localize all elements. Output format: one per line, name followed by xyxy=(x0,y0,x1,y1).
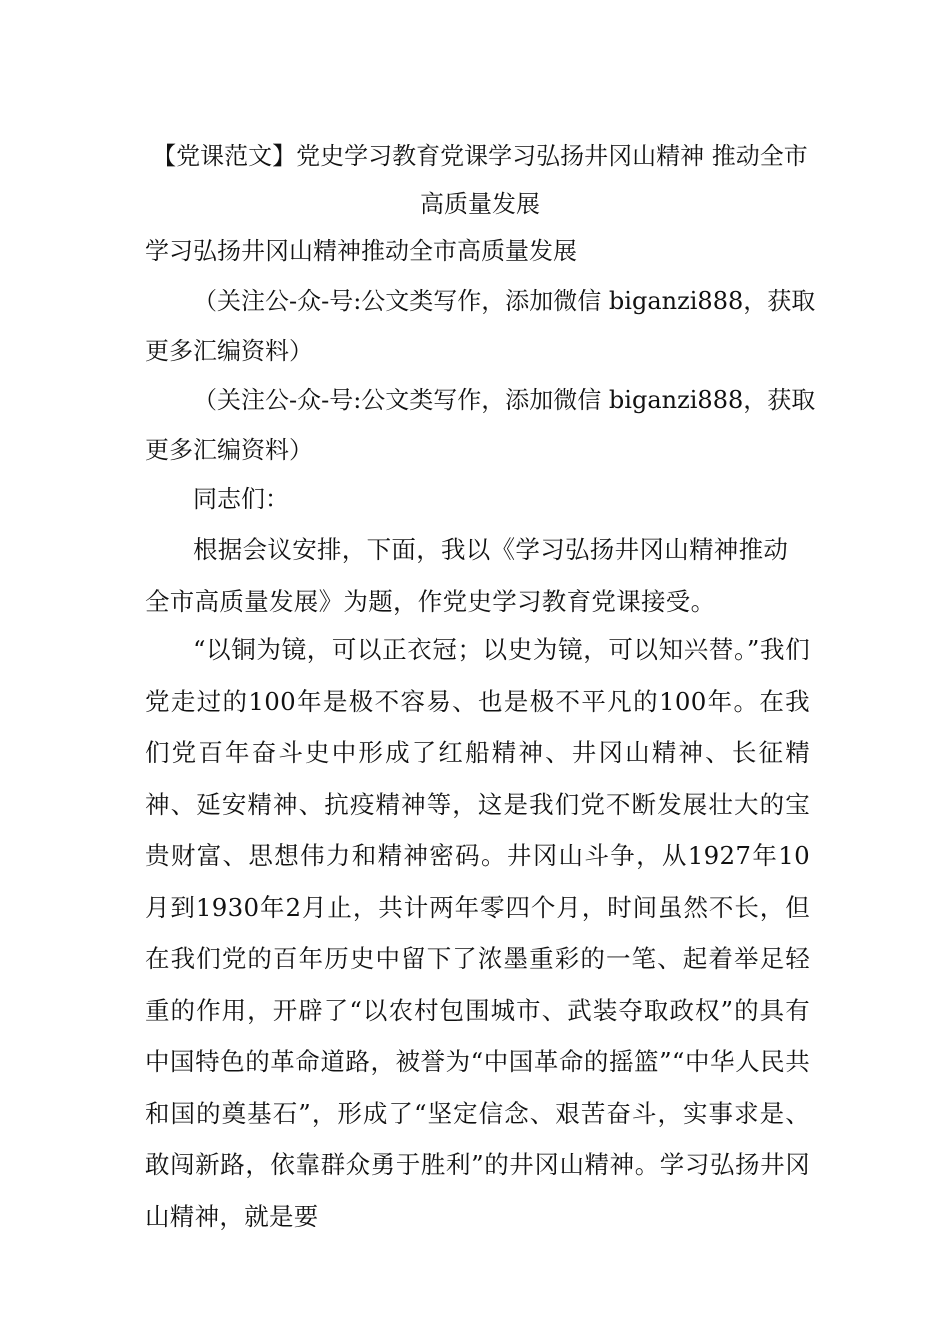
document-subtitle: 学习弘扬井冈山精神推动全市高质量发展 xyxy=(145,237,577,265)
promo-note: （关注公-众-号:公文类写作，添加微信 biganzi888，获取更多汇编资料） xyxy=(145,287,816,365)
document-title: 【党课范文】党史学习教育党课学习弘扬井冈山精神 推动全市高质量发展 xyxy=(152,142,808,218)
body-paragraph: 根据会议安排，下面，我以《学习弘扬井冈山精神推动全市高质量发展》为题，作党史学习教育党课接受。 xyxy=(145,535,789,616)
body-paragraph: “以铜为镜，可以正衣冠；以史为镜，可以知兴替。”我们党走过的100年是极不容易、也是极不平凡的100年。在我们党百年奋斗史中形成了红船精神、井冈山精神、长征精神、延安精神、抗疫精神等，这是我们党不断发展壮大的宝贵财富、思想伟力和精神密码。井冈山斗争，从1927年10月到1930年2月止，共计两年零四个月，时间虽然不长，但在我们党的百年历史中留下了浓墨重彩的一笔、起着举足轻重的作用，开辟了“以农村包围城市、武装夺取政权”的具有中国特色的革命道路，被誉为“中国革命的摇篮”“中华人民共和国的奠基石”，形成了“坚定信念、艰苦奋斗，实事求是、敢闯新路，依靠群众勇于胜利”的井冈山精神。学习弘扬井冈山精神，就是要 xyxy=(145,635,810,1231)
greeting: 同志们： xyxy=(193,485,289,513)
promo-note: （关注公-众-号:公文类写作，添加微信 biganzi888，获取更多汇编资料） xyxy=(145,386,816,464)
